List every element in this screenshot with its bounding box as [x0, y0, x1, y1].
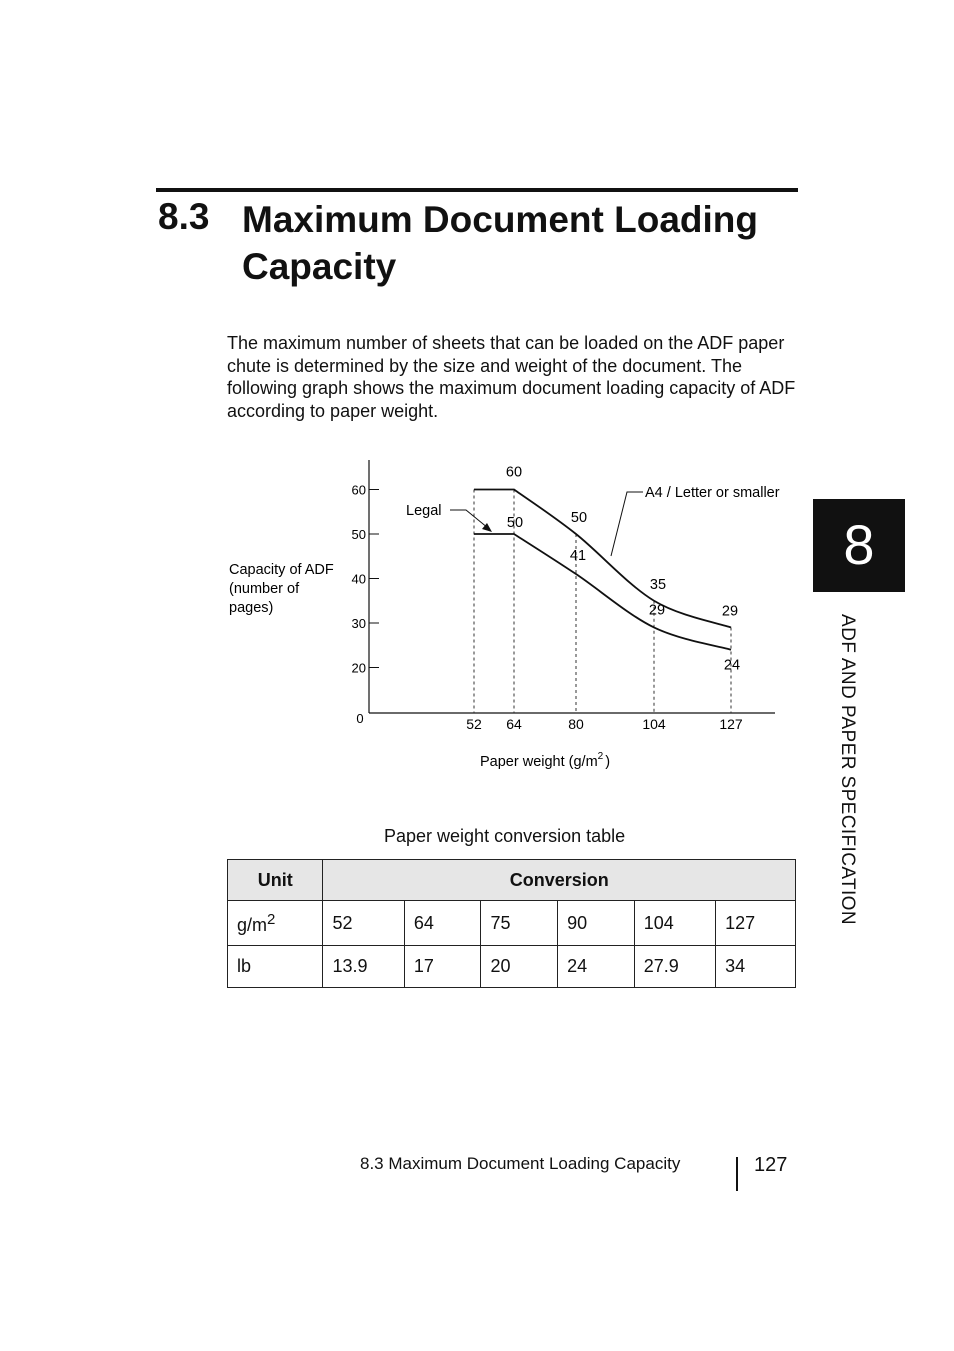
x-axis-title [480, 751, 610, 770]
data-label: 24 [723, 657, 741, 674]
page-number: 127 [754, 1154, 788, 1176]
chapter-tab [813, 499, 905, 592]
value-cell: 20 [481, 946, 558, 988]
data-label: 29 [721, 603, 739, 620]
unit-text: g/m [237, 914, 268, 935]
data-label: 41 [569, 548, 587, 565]
y-origin-label: 0 [356, 711, 364, 726]
table-header-row [228, 860, 796, 901]
x-tick-label: 80 [568, 716, 584, 732]
section-number: 8.3 [158, 196, 210, 237]
value-cell: 75 [481, 901, 558, 946]
table-row [228, 901, 796, 946]
x-axis-title-superscript: 2 [597, 751, 604, 762]
footer-section-title: 8.3 Maximum Document Loading Capacity [360, 1154, 681, 1173]
y-tick-label: 30 [351, 616, 366, 631]
section-title: Maximum Document Loading Capacity [242, 199, 758, 287]
y-axis-title [229, 562, 334, 616]
unit-cell [228, 946, 323, 988]
intro-paragraph: The maximum number of sheets that can be loaded on the ADF paper chute is determined by the size and weight of the document. The following graph shows the maximum document loading capacity of ADF according to paper weight. [227, 333, 796, 421]
legend-label-a4-letter: A4 / Letter or smaller [645, 485, 780, 501]
data-label: 29 [648, 602, 666, 619]
legend-leader-a4-letter [611, 492, 643, 556]
value-cell: 104 [634, 901, 715, 946]
y-tick-label: 60 [351, 482, 366, 498]
unit-superscript: 2 [267, 910, 276, 928]
header-conversion: Conversion [323, 860, 796, 901]
chapter-side-label: ADF AND PAPER SPECIFICATION [837, 614, 858, 925]
conversion-table [227, 859, 796, 988]
y-axis-title-line: (number of [229, 581, 300, 597]
table-row [228, 946, 796, 988]
value-cell: 17 [404, 946, 481, 988]
value-cell: 90 [558, 901, 635, 946]
x-axis-title-close: ) [605, 754, 611, 770]
y-axis-title-line: pages) [229, 600, 274, 616]
x-tick-label: 64 [506, 716, 522, 732]
data-label: 50 [570, 510, 588, 526]
series-line-legal [474, 534, 731, 650]
value-cell: 13.9 [323, 946, 404, 988]
table-caption: Paper weight conversion table [384, 826, 626, 846]
series-line-a4-letter [474, 490, 731, 628]
y-tick-label: 40 [351, 571, 366, 587]
value-cell: 64 [404, 901, 481, 946]
value-cell: 24 [558, 946, 635, 988]
x-axis-title-text: Paper weight (g/m [480, 754, 598, 770]
data-label: 50 [506, 515, 524, 531]
data-label: 60 [505, 464, 523, 481]
unit-cell [228, 901, 323, 946]
x-tick-label: 127 [719, 716, 743, 732]
unit-text: lb [237, 956, 252, 976]
legend-leader-legal [450, 510, 488, 528]
y-tick-label: 50 [351, 527, 366, 542]
chapter-number: 8 [843, 513, 875, 576]
data-label: 35 [649, 576, 667, 593]
legend-label-legal: Legal [406, 503, 442, 519]
value-cell: 27.9 [634, 946, 715, 988]
header-unit: Unit [228, 860, 323, 901]
footer-divider [736, 1157, 738, 1191]
value-cell: 127 [716, 901, 796, 946]
y-tick-label: 20 [351, 660, 366, 676]
x-tick-label: 104 [642, 716, 666, 732]
value-cell: 34 [716, 946, 796, 988]
x-tick-label: 52 [466, 716, 482, 732]
value-cell: 52 [323, 901, 404, 946]
y-axis-title-line: Capacity of ADF [229, 562, 334, 578]
